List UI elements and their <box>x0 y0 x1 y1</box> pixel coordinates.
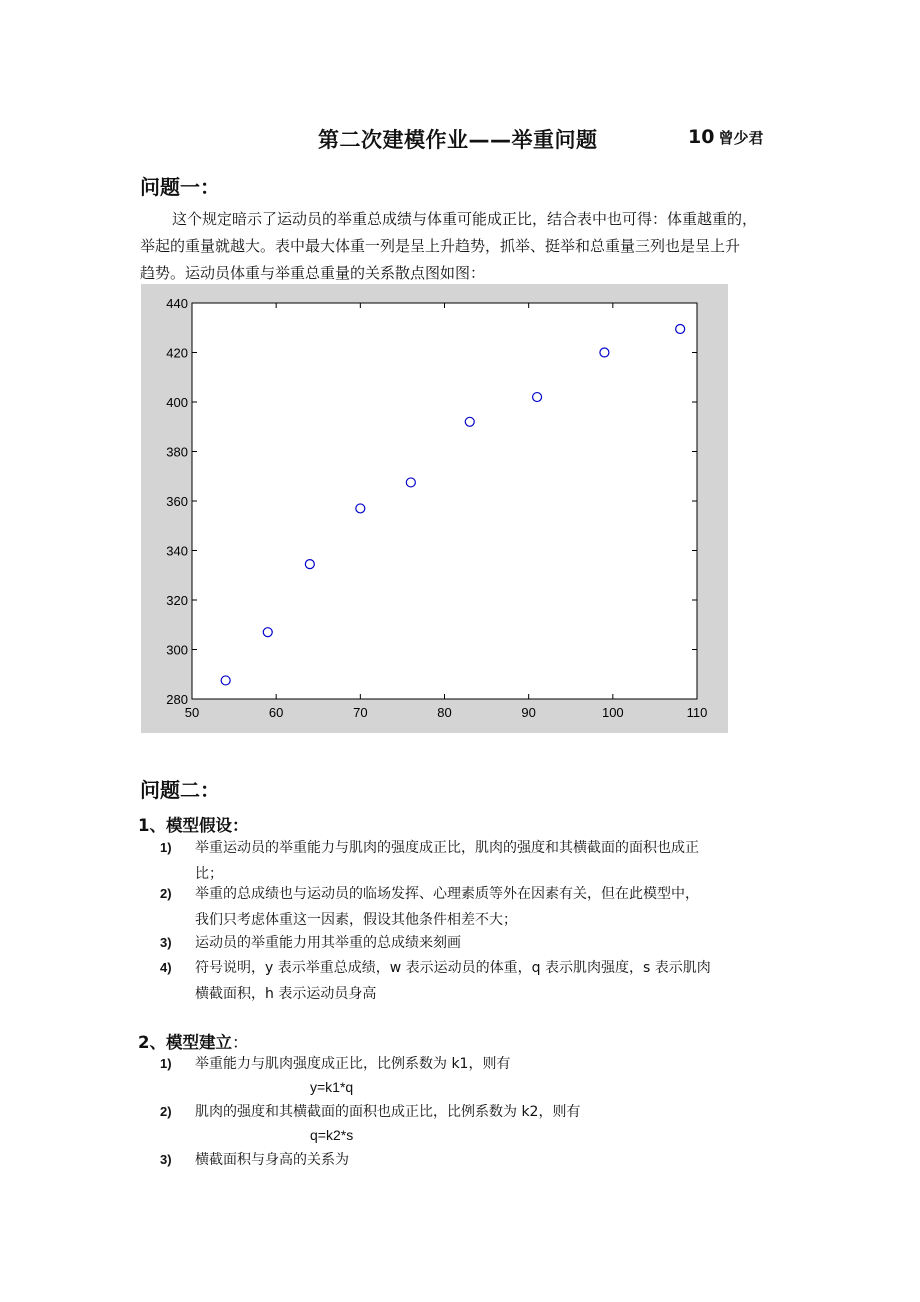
paragraph-line: 举起的重量就越大。表中最大体重一列是呈上升趋势，抓举、挺举和总重量三列也是呈上升 <box>140 237 741 255</box>
y-tick-label: 340 <box>166 543 188 559</box>
y-tick-label: 320 <box>166 593 188 608</box>
formula: q=k2*s <box>310 1127 354 1143</box>
x-tick-label: 90 <box>521 705 536 720</box>
list-line: 举重运动员的举重能力与肌肉的强度成正比，肌肉的强度和其横截面的面积也成正 <box>195 840 699 856</box>
list-line: 举重的总成绩也与运动员的临场发挥、心理素质等外在因素有关，但在此模型中， <box>195 886 699 902</box>
plot-area <box>192 303 697 699</box>
y-tick-label: 360 <box>166 494 188 509</box>
y-tick-label: 380 <box>166 444 188 460</box>
author <box>688 126 763 148</box>
list-number: 1) <box>160 840 172 855</box>
list-line: 横截面积，h 表示运动员身高 <box>195 986 377 1002</box>
list-line: 符号说明，y 表示举重总成绩，w 表示运动员的体重，q 表示肌肉强度，s 表示肌肉 <box>195 960 711 976</box>
x-tick-label: 80 <box>437 705 452 720</box>
author-number: 10 <box>688 126 715 148</box>
list-line: 比； <box>195 866 223 882</box>
formula: y=k1*q <box>310 1079 354 1095</box>
x-tick-label: 70 <box>353 705 368 720</box>
model-assumptions-heading: 1、模型假设： <box>138 816 249 835</box>
x-tick-label: 60 <box>268 705 284 720</box>
paragraph-line: 这个规定暗示了运动员的举重总成绩与体重可能成正比，结合表中也可得：体重越重的， <box>172 210 758 228</box>
list-number: 3) <box>160 1152 172 1167</box>
title-row <box>0 124 920 154</box>
list-number: 2) <box>160 886 172 901</box>
y-tick-label: 420 <box>166 345 188 361</box>
paragraph-line: 趋势。运动员体重与举重总重量的关系散点图如图： <box>140 264 486 282</box>
list-number: 4) <box>160 960 172 975</box>
list-line: 肌肉的强度和其横截面的面积也成正比，比例系数为 k2，则有 <box>195 1104 581 1120</box>
y-tick-label: 440 <box>166 296 188 311</box>
list-line: 横截面积与身高的关系为 <box>195 1152 349 1168</box>
section1-paragraph <box>140 206 780 287</box>
x-tick-label: 50 <box>184 705 200 720</box>
list-line: 运动员的举重能力用其举重的总成绩来刻画 <box>195 935 461 951</box>
list-number: 2) <box>160 1104 172 1119</box>
y-tick-label: 300 <box>166 642 188 658</box>
y-tick-label: 400 <box>166 395 188 410</box>
y-tick-label: 280 <box>166 692 188 707</box>
list-number: 3) <box>160 935 172 950</box>
page-title: 第二次建模作业——举重问题 <box>318 128 598 152</box>
list-line: 举重能力与肌肉强度成正比，比例系数为 k1，则有 <box>195 1056 511 1072</box>
scatter-figure <box>141 284 728 733</box>
model-building-heading: 2、模型建立： <box>138 1033 249 1052</box>
scatter-chart <box>141 284 728 733</box>
list-line: 我们只考虑体重这一因素，假设其他条件相差不大； <box>195 912 517 928</box>
section1-heading: 问题一： <box>140 175 220 199</box>
list-number: 1) <box>160 1056 172 1071</box>
x-tick-label: 110 <box>686 705 708 720</box>
x-tick-label: 100 <box>601 705 624 720</box>
section2-heading: 问题二： <box>140 778 220 802</box>
author-name: 曾少君 <box>718 129 764 147</box>
